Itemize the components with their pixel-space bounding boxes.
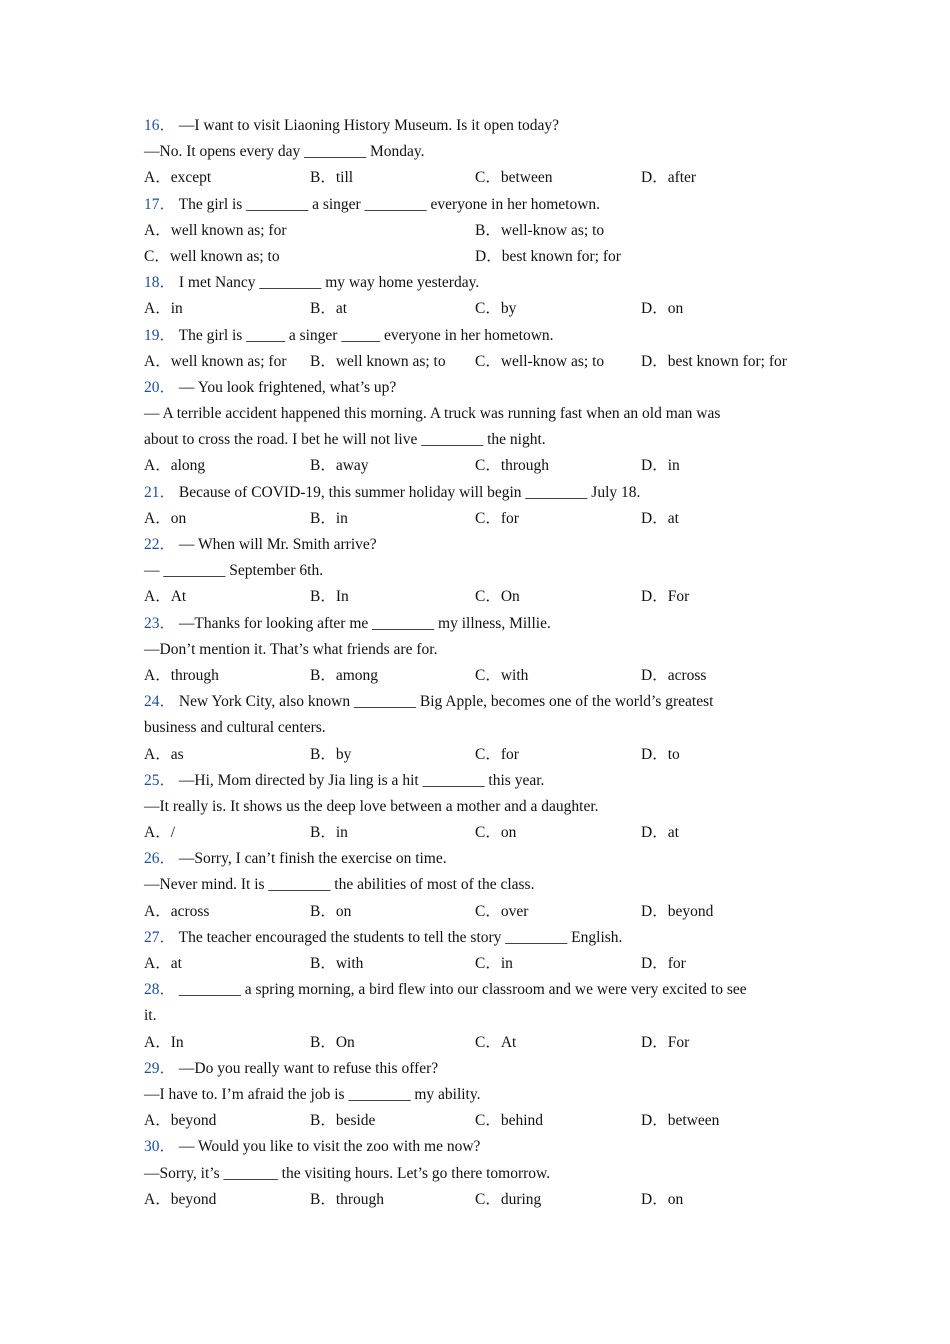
option-c: C．during bbox=[475, 1190, 542, 1208]
question-stem bbox=[144, 846, 804, 872]
question-20 bbox=[144, 375, 804, 480]
stem-text: —Don’t mention it. That’s what friends are for. bbox=[144, 640, 438, 658]
question-stem-continued bbox=[144, 794, 804, 820]
option-d: D．For bbox=[641, 1033, 690, 1051]
option-c: C．in bbox=[475, 955, 513, 972]
question-stem-continued bbox=[144, 427, 804, 453]
options-row bbox=[144, 584, 804, 610]
stem-text: about to cross the road. I bet he will not live ________ the night. bbox=[144, 431, 546, 449]
option-d: D．best known for; for bbox=[641, 352, 787, 370]
question-number: 28． bbox=[144, 981, 176, 999]
option-c: C．At bbox=[475, 1033, 517, 1051]
question-stem-continued bbox=[144, 1082, 804, 1108]
question-stem bbox=[144, 925, 804, 951]
options-row bbox=[144, 820, 804, 846]
question-stem-continued bbox=[144, 872, 804, 898]
stem-text: —It really is. It shows us the deep love between a mother and a daughter. bbox=[144, 797, 599, 815]
stem-text: The girl is _____ a singer _____ everyone in her hometown. bbox=[178, 326, 554, 344]
question-number: 24． bbox=[144, 693, 176, 711]
option-b: B．with bbox=[310, 955, 364, 972]
options-row bbox=[144, 1108, 804, 1134]
question-number: 17． bbox=[144, 195, 176, 213]
options-row bbox=[144, 244, 804, 270]
option-c: C．for bbox=[475, 745, 519, 763]
option-a: A．along bbox=[144, 457, 206, 475]
stem-text: — ________ September 6th. bbox=[144, 562, 324, 580]
option-c: C．for bbox=[475, 509, 519, 527]
option-c: C．over bbox=[475, 902, 529, 920]
option-d: D．For bbox=[641, 588, 690, 606]
question-stem bbox=[144, 532, 804, 558]
option-a: A．except bbox=[144, 169, 212, 187]
option-b: B．till bbox=[310, 169, 354, 187]
question-number: 18． bbox=[144, 274, 176, 292]
options-row bbox=[144, 296, 804, 322]
options-row bbox=[144, 1030, 804, 1056]
question-stem-continued bbox=[144, 1161, 804, 1187]
option-a: A．through bbox=[144, 666, 219, 684]
options-row bbox=[144, 349, 804, 375]
stem-text: —I have to. I’m afraid the job is ________ my ability. bbox=[144, 1085, 481, 1103]
option-c: C．on bbox=[475, 824, 517, 842]
option-a: A．as bbox=[144, 745, 184, 763]
question-stem-continued bbox=[144, 139, 804, 165]
option-b: B．through bbox=[310, 1190, 385, 1208]
options-row bbox=[144, 951, 804, 977]
option-b: B．on bbox=[310, 902, 352, 920]
stem-text: —Never mind. It is ________ the abilities of most of the class. bbox=[144, 876, 535, 894]
option-d: D．for bbox=[641, 955, 686, 972]
option-a: A．across bbox=[144, 902, 210, 920]
question-stem-continued bbox=[144, 558, 804, 584]
question-29 bbox=[144, 1056, 804, 1135]
option-c: C．well known as; to bbox=[144, 247, 280, 265]
question-stem-continued bbox=[144, 637, 804, 663]
stem-text: —Thanks for looking after me ________ my illness, Millie. bbox=[178, 614, 551, 632]
stem-text: —Sorry, it’s _______ the visiting hours. Let’s go there tomorrow. bbox=[144, 1164, 551, 1182]
question-stem bbox=[144, 270, 804, 296]
question-number: 26． bbox=[144, 850, 176, 868]
question-21 bbox=[144, 480, 804, 532]
question-number: 21． bbox=[144, 483, 176, 501]
options-row bbox=[144, 453, 804, 479]
stem-text: The teacher encouraged the students to tell the story ________ English. bbox=[178, 928, 623, 946]
option-a: A．at bbox=[144, 955, 182, 972]
option-b: B．beside bbox=[310, 1112, 376, 1130]
question-number: 29． bbox=[144, 1059, 176, 1077]
stem-text: — A terrible accident happened this morning. A truck was running fast when an old man was bbox=[144, 405, 721, 423]
option-d: D．on bbox=[641, 1190, 684, 1208]
option-b: B．at bbox=[310, 300, 348, 318]
option-b: B．by bbox=[310, 745, 352, 763]
option-d: D．at bbox=[641, 824, 679, 842]
options-row bbox=[144, 218, 804, 244]
question-stem-continued bbox=[144, 401, 804, 427]
option-b: B．In bbox=[310, 588, 349, 606]
stem-text: I met Nancy ________ my way home yesterday. bbox=[178, 274, 480, 292]
question-30 bbox=[144, 1134, 804, 1213]
question-number: 30． bbox=[144, 1138, 176, 1156]
option-d: D．on bbox=[641, 300, 684, 318]
option-c: C．between bbox=[475, 169, 553, 187]
question-stem bbox=[144, 192, 804, 218]
option-a: A．well known as; for bbox=[144, 352, 287, 370]
question-26 bbox=[144, 846, 804, 925]
question-number: 19． bbox=[144, 326, 176, 344]
question-stem bbox=[144, 768, 804, 794]
stem-text: The girl is ________ a singer ________ everyone in her hometown. bbox=[178, 195, 601, 213]
question-stem bbox=[144, 113, 804, 139]
option-c: C．by bbox=[475, 300, 517, 318]
stem-text: business and cultural centers. bbox=[144, 719, 326, 737]
stem-text: it. bbox=[144, 1007, 157, 1025]
option-a: A．At bbox=[144, 588, 187, 606]
question-stem-continued bbox=[144, 1003, 804, 1029]
options-row bbox=[144, 165, 804, 191]
stem-text: Because of COVID-19, this summer holiday will begin ________ July 18. bbox=[178, 483, 641, 501]
question-17 bbox=[144, 192, 804, 271]
question-stem bbox=[144, 977, 804, 1003]
option-a: A．beyond bbox=[144, 1112, 217, 1130]
option-b: B．in bbox=[310, 824, 348, 842]
option-d: D．beyond bbox=[641, 902, 714, 920]
question-number: 20． bbox=[144, 378, 176, 396]
option-c: C．through bbox=[475, 457, 550, 475]
question-stem bbox=[144, 689, 804, 715]
option-a: A．in bbox=[144, 300, 183, 318]
question-stem-continued bbox=[144, 715, 804, 741]
option-a: A．well known as; for bbox=[144, 221, 287, 239]
stem-text: — When will Mr. Smith arrive? bbox=[178, 536, 377, 553]
option-a: A．beyond bbox=[144, 1190, 217, 1208]
option-a: A．In bbox=[144, 1033, 184, 1051]
question-19 bbox=[144, 323, 804, 375]
options-row bbox=[144, 663, 804, 689]
question-number: 23． bbox=[144, 614, 176, 632]
options-row bbox=[144, 506, 804, 532]
option-a: A．on bbox=[144, 509, 187, 527]
question-stem bbox=[144, 1056, 804, 1082]
question-sheet bbox=[144, 113, 804, 1213]
question-16 bbox=[144, 113, 804, 192]
option-c: C．with bbox=[475, 666, 529, 684]
options-row bbox=[144, 899, 804, 925]
option-b: B．On bbox=[310, 1033, 355, 1051]
question-stem bbox=[144, 611, 804, 637]
stem-text: — Would you like to visit the zoo with me now? bbox=[178, 1138, 481, 1156]
option-d: D．between bbox=[641, 1112, 720, 1130]
question-stem bbox=[144, 323, 804, 349]
stem-text: — You look frightened, what’s up? bbox=[178, 378, 397, 396]
option-d: D．best known for; for bbox=[475, 247, 621, 265]
option-c: C．well-know as; to bbox=[475, 352, 605, 370]
stem-text: —Do you really want to refuse this offer? bbox=[178, 1059, 439, 1077]
question-stem bbox=[144, 1134, 804, 1160]
stem-text: New York City, also known ________ Big Apple, becomes one of the world’s greatest bbox=[178, 693, 714, 711]
option-d: D．to bbox=[641, 745, 680, 763]
question-number: 16． bbox=[144, 117, 176, 134]
question-25 bbox=[144, 768, 804, 847]
question-number: 25． bbox=[144, 771, 176, 789]
option-c: C．On bbox=[475, 588, 520, 606]
option-d: D．in bbox=[641, 457, 680, 475]
question-23 bbox=[144, 611, 804, 690]
question-number: 27． bbox=[144, 928, 176, 946]
stem-text: —No. It opens every day ________ Monday. bbox=[144, 143, 425, 161]
option-b: B．among bbox=[310, 666, 379, 684]
option-d: D．across bbox=[641, 666, 707, 684]
question-stem bbox=[144, 375, 804, 401]
option-d: D．at bbox=[641, 509, 679, 527]
option-d: D．after bbox=[641, 169, 697, 187]
question-number: 22． bbox=[144, 536, 176, 553]
question-24 bbox=[144, 689, 804, 768]
option-b: B．well known as; to bbox=[310, 352, 446, 370]
question-22 bbox=[144, 532, 804, 611]
option-b: B．well-know as; to bbox=[475, 221, 605, 239]
options-row bbox=[144, 742, 804, 768]
stem-text: —I want to visit Liaoning History Museum. Is it open today? bbox=[178, 117, 560, 134]
option-b: B．away bbox=[310, 457, 369, 475]
question-18 bbox=[144, 270, 804, 322]
option-c: C．behind bbox=[475, 1112, 544, 1130]
stem-text: ________ a spring morning, a bird flew into our classroom and we were very excited to see bbox=[178, 981, 747, 999]
options-row bbox=[144, 1187, 804, 1213]
option-a: A．/ bbox=[144, 824, 176, 842]
question-27 bbox=[144, 925, 804, 977]
question-28 bbox=[144, 977, 804, 1056]
stem-text: —Hi, Mom directed by Jia ling is a hit ________ this year. bbox=[178, 771, 545, 789]
option-b: B．in bbox=[310, 509, 348, 527]
stem-text: —Sorry, I can’t finish the exercise on time. bbox=[178, 850, 447, 868]
question-stem bbox=[144, 480, 804, 506]
